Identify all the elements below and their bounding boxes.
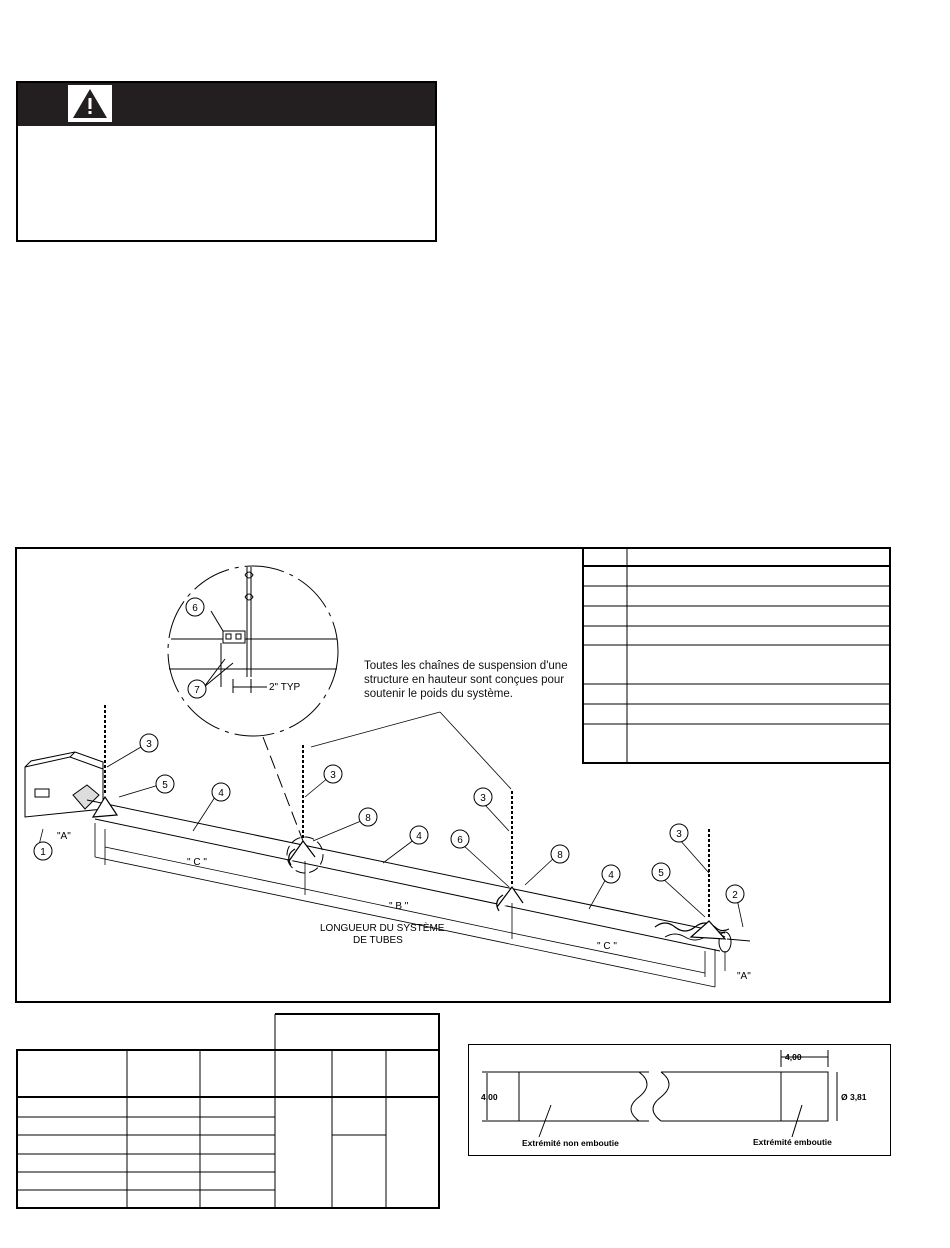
warning-box bbox=[16, 81, 437, 242]
note-line-3: soutenir le poids du système. bbox=[364, 688, 513, 700]
dim-c-right: " C " bbox=[597, 941, 617, 952]
detail-dimension: 2" TYP bbox=[269, 682, 301, 693]
callout-4: 4 bbox=[416, 831, 422, 842]
note-line-2: structure en hauteur sont conçues pour bbox=[364, 674, 565, 686]
warning-header bbox=[18, 83, 435, 126]
heater-unit bbox=[25, 752, 103, 817]
swaged-end-label: Extrémité emboutie bbox=[753, 1137, 832, 1147]
tube-dimension-diagram bbox=[468, 1044, 891, 1156]
callout-4: 4 bbox=[608, 870, 614, 881]
callout-3: 3 bbox=[480, 793, 486, 804]
callout-6: 6 bbox=[457, 835, 463, 846]
note-line-1: Toutes les chaînes de suspension d'une bbox=[364, 660, 568, 672]
callout-4: 4 bbox=[218, 788, 224, 799]
dimension-lines bbox=[95, 823, 725, 987]
parts-table bbox=[582, 548, 891, 764]
callout-7: 7 bbox=[194, 685, 200, 696]
callout-8: 8 bbox=[365, 813, 371, 824]
warning-triangle-icon bbox=[68, 85, 112, 122]
dim-a-left: "A" bbox=[57, 831, 71, 842]
callout-8: 8 bbox=[557, 850, 563, 861]
tube-width-dimension: 4,00 bbox=[481, 1092, 498, 1102]
dim-a-right: "A" bbox=[737, 971, 751, 982]
system-length-line1: LONGUEUR DU SYSTÈME bbox=[320, 923, 445, 934]
callout-2: 2 bbox=[732, 890, 738, 901]
callout-5: 5 bbox=[162, 780, 168, 791]
callout-6: 6 bbox=[192, 603, 198, 614]
dim-c-left: " C " bbox=[187, 857, 207, 868]
suspension-note bbox=[364, 659, 614, 701]
tube-length-dimension: 4,00 bbox=[785, 1052, 802, 1062]
specification-table bbox=[16, 1013, 440, 1209]
callout-1: 1 bbox=[40, 847, 46, 858]
callout-3: 3 bbox=[676, 829, 682, 840]
dim-b: " B " bbox=[389, 901, 409, 912]
plain-end-label: Extrémité non emboutie bbox=[522, 1138, 619, 1148]
callout-3: 3 bbox=[146, 739, 152, 750]
tube-diameter-dimension: Ø 3,81 bbox=[841, 1092, 867, 1102]
callout-5: 5 bbox=[658, 868, 664, 879]
callout-3: 3 bbox=[330, 770, 336, 781]
hangers bbox=[93, 797, 725, 939]
system-length-line2: DE TUBES bbox=[353, 935, 403, 946]
